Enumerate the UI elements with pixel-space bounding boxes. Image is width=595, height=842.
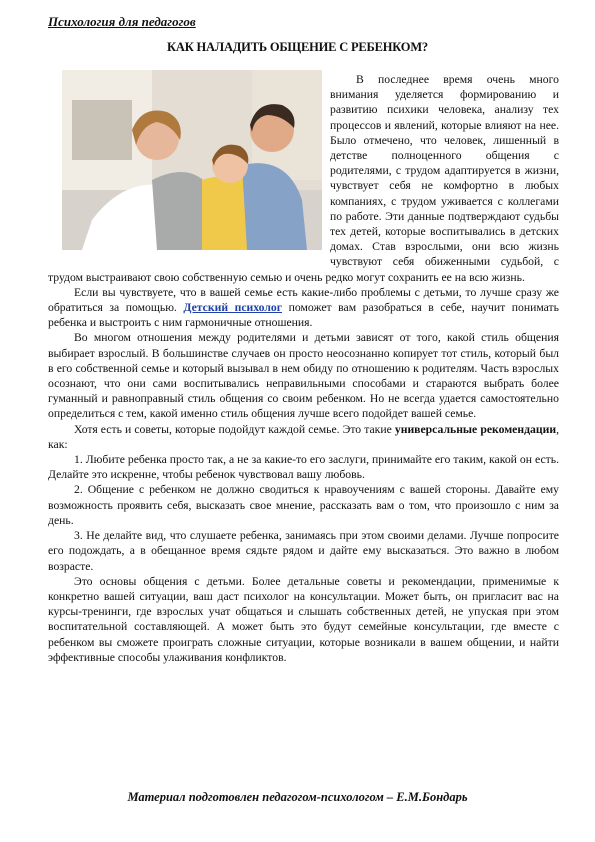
author-footer: Материал подготовлен педагогом-психологом – Е.М.Бондарь — [127, 790, 468, 804]
paragraph-communication-style: Во многом отношения между родителями и детьми зависят от того, какой стиль общения выбирает взрослый. В большинстве случаев он просто неосознанно копирует тот стиль, который был в его собственной семье и который вызывал в нем обиду по отношению к родителям. Часть взрослых осознают, что они сами воспитывались неправильными способами и стараются выбрать более гуманный и равноправный стиль общения со своим ребенком. Но не всегда удается самостоятельно определиться с тем, какой именно стиль общения лучше всего подойдет вашей семье. — [48, 331, 559, 421]
universal-recommendations-bold: универсальные рекомендации — [394, 422, 557, 436]
paragraph-advice-end: , как: — [48, 422, 559, 451]
paragraph-help-end: поможет вам разобраться в себе, научит понимать ребенка и выстроить с ним гармоничные отношения. — [48, 301, 559, 330]
photo-spacer — [48, 72, 330, 260]
paragraph-conclusion: Это основы общения с детьми. Более детальные советы и рекомендации, применимые к конкретно вашей ситуации, ваш даст психолог на консультации. Может быть, он пригласит вас на курсы-тренинги, где взрослых учат общаться и слышать собственных детей, не упуская при этом воспитательной составляющей. А может быть это будут семейные консультации, где вместе с ребенком вы сможете проиграть сложные ситуации, которые возникали в вашем общении, и найти эффективные способы улаживания конфликтов. — [48, 574, 559, 664]
recommendation-2: 2. Общение с ребенком не должно сводиться к нравоучениям с вашей стороны. Давайте ему возможность проявить себя, высказать свое мнение, рассказать вам о том, что произошло с ним за день. — [48, 483, 559, 527]
paragraph-universal-advice — [48, 422, 559, 452]
paragraph-advice-start: Хотя есть и советы, которые подойдут каждой семье. Это такие — [74, 422, 395, 436]
paragraph-help-start: Если вы чувствуете, что в вашей семье есть какие-либо проблемы с детьми, то лучше сразу же обратиться за помощью. — [48, 285, 559, 315]
child-psychologist-link[interactable]: Детский психолог — [183, 301, 283, 315]
article-body — [48, 72, 559, 665]
article-title: КАК НАЛАДИТЬ ОБЩЕНИЕ С РЕБЕНКОМ? — [167, 40, 428, 54]
running-header: Психология для педагогов — [48, 14, 196, 29]
intro-text: В последнее время очень много внимания уделяется формированию и развитию психики человека, анализу тех процессов и явлений, которые влияют на нее. Было отмечено, что человек, лишенный в детстве полноценного общения с родителями, с трудом адаптируется в жизни, чувствует себя не комфортно в любых компаниях, с трудом уживается с коллегами по работе. Эти данные подтверждают судьбы тех детей, которые воспитывались в детских домах. Став взрослыми, они всю жизнь чувствуют себя обиженными судьбой, с трудом выстраивают свою собственную семью и очень редко могут сохранить ее на всю жизнь. — [48, 73, 559, 284]
recommendation-1: 1. Любите ребенка просто так, а не за какие-то его заслуги, принимайте его таким, какой он есть. Делайте это искренне, чтобы ребенок чувствовал вашу любовь. — [48, 453, 559, 482]
paragraph-help — [48, 285, 559, 331]
recommendation-3: 3. Не делайте вид, что слушаете ребенка, занимаясь при этом своими делами. Лучше попросите его подождать, а в обещанное время сядьте рядом и дайте ему высказаться. Это важно в любом возрасте. — [48, 529, 559, 573]
